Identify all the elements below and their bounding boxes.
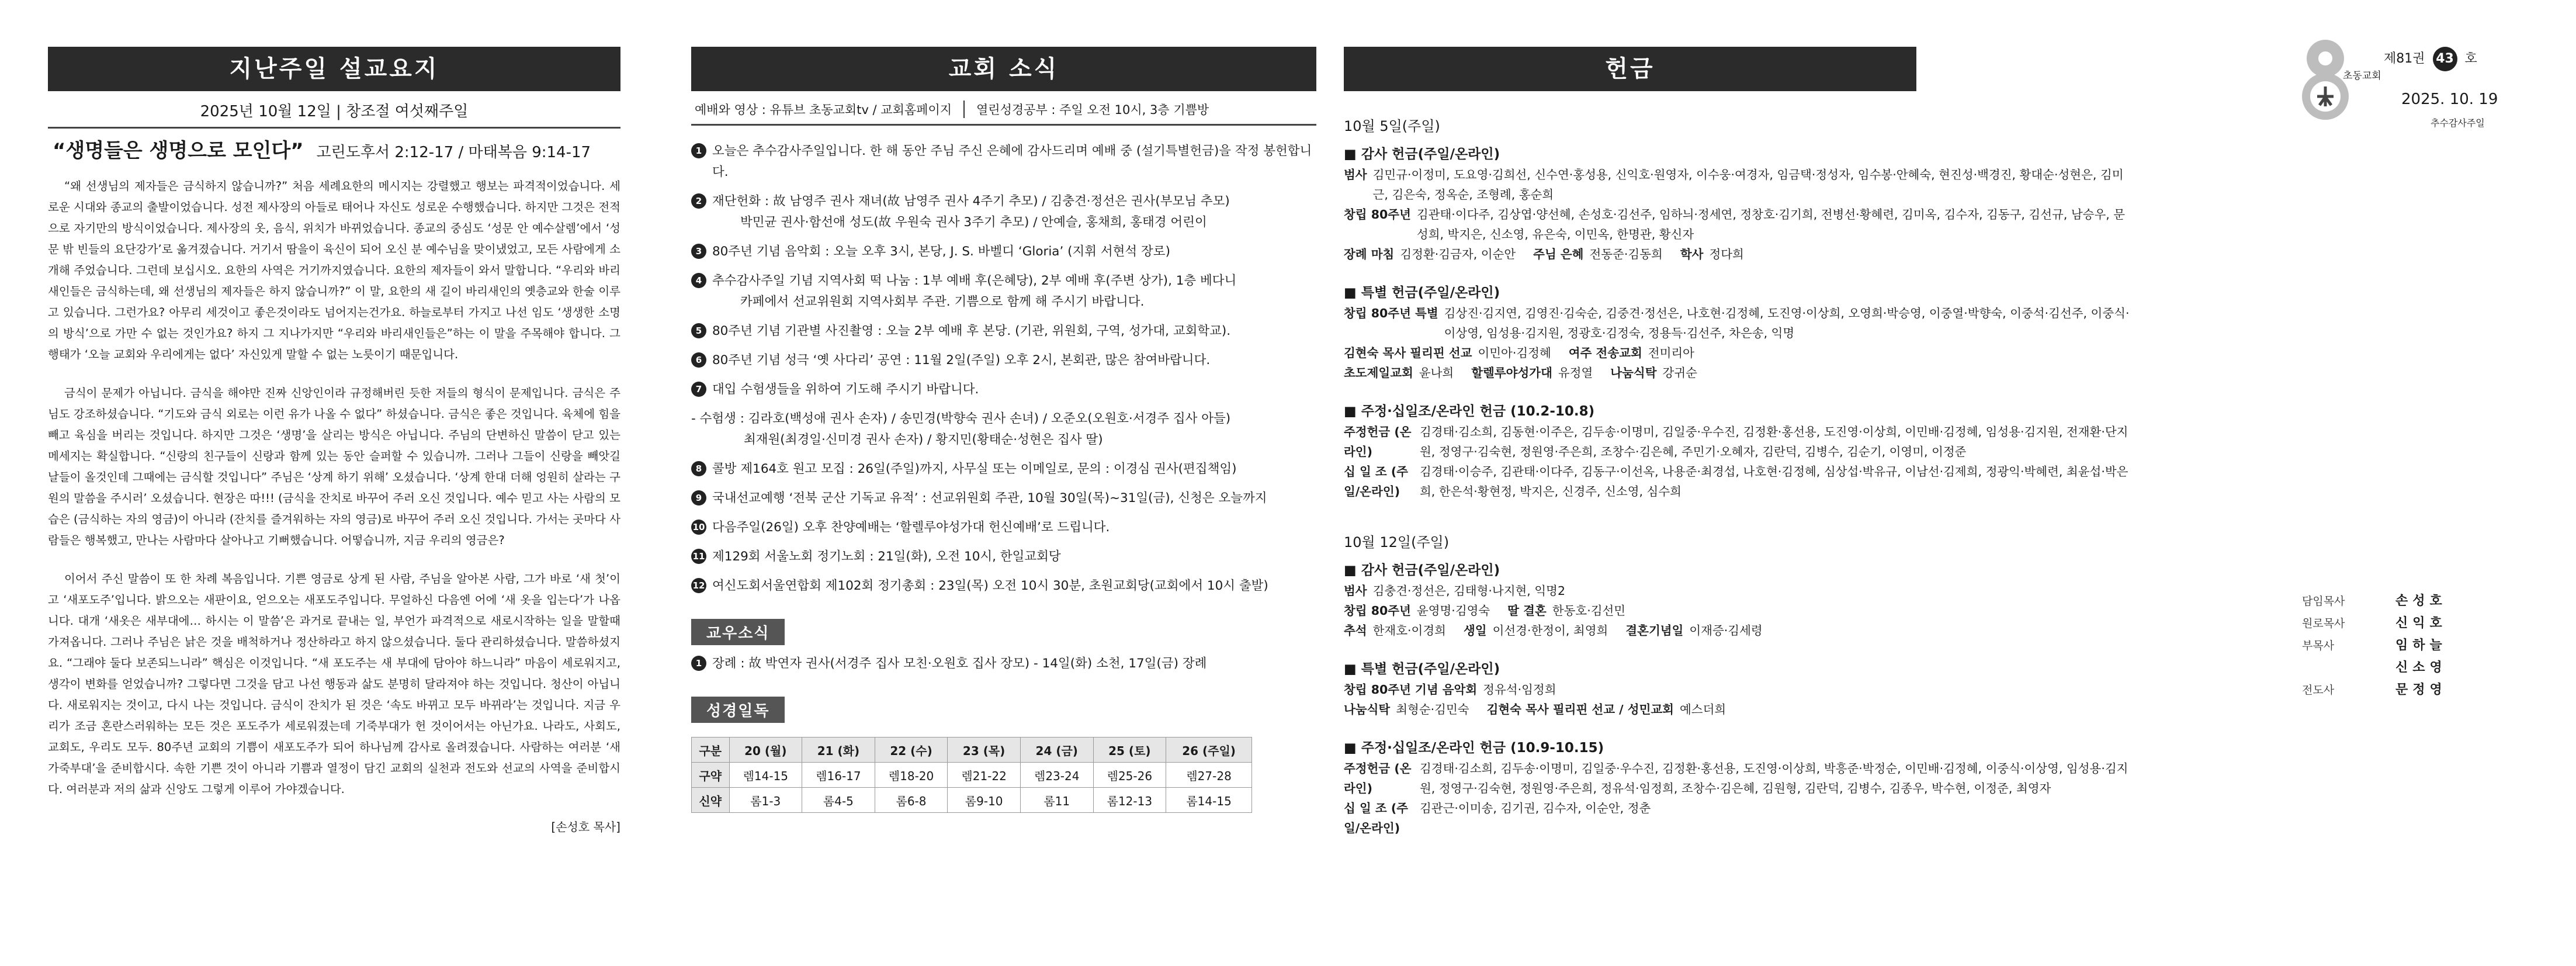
news-item <box>691 141 1316 183</box>
table-header-row <box>692 738 1252 763</box>
sermon-title-text: “생명들은 생명으로 모인다” <box>53 139 304 162</box>
news-number-badge: 8 <box>691 461 706 476</box>
staff-name: 문정영 <box>2395 683 2447 697</box>
news-number-badge: 2 <box>691 193 706 209</box>
offering-date-oct12: 10월 12일(주일) <box>1344 534 1450 550</box>
news-item <box>691 546 1316 567</box>
news-item <box>691 488 1316 509</box>
table-header-cell: 25 (토) <box>1093 738 1166 763</box>
sermon-paragraph-3: 이어서 주신 말씀이 또 한 차례 복음입니다. 기쁜 영금로 상게 된 사람, 주님을 알아본 사람, 그가 바로 ‘새 첫’이고 ‘새포도주’입니다. 밝으오는 새판이요, 얻으오는 새포도주입니다. 무얼하신 다음엔 어에 ‘새 옷을 입는다’가 나옵니다. 대개 ‘새옷은 새부대에… 하시는 이 말씀’은 과거로 끝내는 일, 부언가 파격적으로 새로시작하는 일을 말할때 가져옵니다. 그러나 주님은 낡은 것을 배척하거나 정산하라고 하지 않으셨습니다. 둘다 관리하셨습니다. 말씀하셨지요. “그래야 둘다 보존되느니라” 핵심은 이것입니다. “새 포도주는 새 부대에 담아야 하느니라” 마음이 세로워지고, 생각이 변화를 얻었습니까? 그렇다면 그것을 담고 나선 행동과 삶도 분명히 달라져야 하는 것입니다. 청산이 아닙니다. 새로워지는 것이고, 다시 나는 것입니다. 금식이 잔치가 된 것은 ‘속도 바뀌고 모두 바뀌라’는 것입니다. 지금 우리가 조금 혼란스러워하는 모든 것은 포도주가 세로워졌는데 기죽부대가 헌 것이어서는 아닌가요. 나라도, 사회도, 교회도, 우리도 모두. 80주년 교회의 기쁨이 새포도주가 되어 하나님께 감사로 올려졌습니다. 사람하는 여러분 ‘새 가죽부대’을 준비합시다. 속한 기쁜 것이 아니라 기쁨과 열정이 담긴 교회의 실천과 전도와 선교의 사역을 준비합시다. 여러분과 저의 삶과 신앙도 그렇게 이루어 가야겠습니다. <box>48 572 620 796</box>
offering-label: 창립 80주년 특별 <box>1344 306 1438 320</box>
offering-names: 정유석·임정희 <box>1483 683 1556 697</box>
bible-study-info: 열린성경공부 : 주일 오전 10시, 3층 기쁨방 <box>976 103 1209 117</box>
table-cell: 롬1-3 <box>729 788 802 813</box>
issue-date: 2025. 10. 19 <box>2401 91 2498 108</box>
table-header-cell: 20 (월) <box>729 738 802 763</box>
offering-row <box>1344 798 2133 838</box>
offering-row <box>1344 621 2133 640</box>
news-item <box>691 271 1316 313</box>
offering-names: 김관태·이다주, 김상엽·양선혜, 손성호·김선주, 임하늬·정세연, 정창호·김기희, 전병선·황혜련, 김미옥, 김수자, 김동구, 김선규, 남승우, 문성희, 박지은, 신소영, 유은숙, 이민옥, 한명관, 황신자 <box>1416 207 2126 241</box>
staff-name: 손성호 <box>2395 594 2447 608</box>
church-name: 초동교회 <box>2343 70 2381 82</box>
news-text: 80주년 기념 기관별 사진촬영 : 오늘 2부 예배 후 본당. (기관, 위원회, 구역, 성가대, 교회학교). <box>712 324 1231 338</box>
offering-heading: 헌금 <box>1344 47 1916 91</box>
offering-names: 한동호·김선민 <box>1552 604 1626 618</box>
news-heading: 교회 소식 <box>691 47 1316 91</box>
news-text: 콜방 제164호 원고 모집 : 26일(주일)까지, 사무실 또는 이메일로, 문의 : 이경심 권사(편집책임) <box>712 462 1237 476</box>
table-cell: 롬12-13 <box>1093 788 1166 813</box>
offering-names: 최형순·김민숙 <box>1396 702 1469 716</box>
offering-label: 할렐루야성가대 <box>1471 366 1552 380</box>
offering-names: 강귀순 <box>1662 366 1697 380</box>
offering-names: 김민규·이정미, 도요영·김희선, 신수연·홍성용, 신익호·원영자, 이수웅·여경자, 임금택·정성자, 임수봉·안혜숙, 현진성·백경진, 황대순·성현은, 김미근, 김은숙, 정옥순, 조형례, 홍순희 <box>1372 168 2124 202</box>
offering-row <box>1344 581 2133 601</box>
news-subtext: 최재원(최경일·신미경 권사 손자) / 황지민(황태순·성현은 집사 딸) <box>744 432 1103 447</box>
bible-reading-tag: 성경일독 <box>691 697 785 723</box>
news-item <box>691 321 1316 342</box>
staff-role: 부목사 <box>2302 639 2335 652</box>
table-cell: 렘25-26 <box>1093 763 1166 788</box>
news-number-badge: 4 <box>691 273 706 288</box>
offering-label: 십 일 조 (주일/온라인) <box>1344 465 1408 498</box>
bible-reading-table <box>691 737 1252 813</box>
offering-row <box>1344 700 2133 719</box>
news-number-badge: 1 <box>691 143 706 158</box>
table-header-cell: 26 (주일) <box>1166 738 1252 763</box>
section-thanks-offering: ■ 감사 헌금(주일/온라인) <box>1344 147 1500 162</box>
table-cell: 렘21-22 <box>948 763 1021 788</box>
offering-names: 윤나희 <box>1419 366 1454 380</box>
offering-names: 이재증·김세령 <box>1689 624 1763 638</box>
offering-label: 여주 전송교회 <box>1568 346 1642 360</box>
offering-row <box>1344 601 2133 621</box>
sermon-paragraph-2: 금식이 문제가 아닙니다. 금식을 해야만 진짜 신앙인이라 규정해버린 듯한 저들의 형식이 문제입니다. 금식은 주님도 강조하셨습니다. “기도와 금식 외로는 이런 유가 나올 수 없다” 하셨습니다. 금식은 좋은 것입니다. 육체에 힘을 빼고 육심을 버리는 것입니다. 하지만 그것은 ‘생명’을 살리는 방식은 아닙니다. 주님의 단변하신 말씀이 닫고 있는 메세지는 확실합니다. “신랑의 친구들이 신랑과 함께 있는 동안 슬퍼할 수 있습니까. 그러나 그들이 신랑을 빼앗길 날들이 올것인데 그때에는 금식할 것입니다” 주님은 ‘상계 하기 위해’ 오셨습니다. ‘상계 한대 더해 엉원히 살라는 구원의 말씀을 주시러’ 오셨습니다. 현장은 따!!! (금식을 잔치로 바꾸어 주러 오신 것입니다. 예수 믿고 사는 사람의 모습은 (금식하는 자의 영금)이 아니라 (잔치를 즐겨워하는 자의 영금)로 바꾸어 주러 오신 것입니다. 가서는 곳마다 사람들은 행복했고, 만나는 사람마다 살아나고 기뻐했습니다. 어떻습니까, 지금 우리의 영금은? <box>48 386 620 547</box>
offering-row <box>1344 244 2133 264</box>
table-cell: 렘14-15 <box>729 763 802 788</box>
table-row <box>692 763 1252 788</box>
staff-row <box>2302 590 2547 612</box>
table-row-header: 구약 <box>692 763 730 788</box>
offering-label: 결혼기념일 <box>1625 624 1684 638</box>
staff-role: 전도사 <box>2302 684 2335 697</box>
worship-video-info: 예배와 영상 : 유튜브 초동교회tv / 교회홈페이지 <box>695 103 952 117</box>
table-cell: 롬9-10 <box>948 788 1021 813</box>
news-item <box>691 241 1316 262</box>
divider <box>691 124 1316 126</box>
offering-names: 김경태·이승주, 김관태·이다주, 김동구·이선옥, 나용준·최경섭, 나호현·김정혜, 심상섭·박유규, 이남선·김제희, 정광익·박혜련, 최윤섭·박은희, 한은석·황현정, 박지은, 신경주, 신소영, 심수희 <box>1420 465 2128 498</box>
news-number-badge: 10 <box>691 520 706 535</box>
issue-occasion: 추수감사주일 <box>2431 117 2485 129</box>
offering-row <box>1344 363 2133 383</box>
news-item <box>691 517 1316 538</box>
offering-label: 장례 마침 <box>1344 247 1395 261</box>
news-text: 재단헌화 : 故 남영주 권사 재녀(故 남영주 권사 4주기 추모) / 김충견·정선은 권사(부모님 추모) <box>712 194 1230 209</box>
staff-list <box>2302 590 2547 701</box>
news-item <box>691 459 1316 480</box>
offering-names: 윤영명·김영숙 <box>1416 604 1490 618</box>
news-text: 추수감사주일 기념 지역사회 떡 나눔 : 1부 예배 후(은혜당), 2부 예배 후(주변 상가), 1층 베다니 <box>712 273 1237 288</box>
offering-label: 추석 <box>1344 624 1367 638</box>
staff-row <box>2302 657 2547 679</box>
news-text: 제129회 서울노회 정기노회 : 21일(화), 오전 10시, 한일교회당 <box>712 549 1061 564</box>
news-item <box>691 576 1316 597</box>
offering-label: 생일 <box>1463 624 1487 638</box>
offering-date-oct5: 10월 5일(주일) <box>1344 118 1440 134</box>
news-header-line <box>695 101 1316 118</box>
offering-row <box>1344 205 2133 244</box>
section-special-offering: ■ 특별 헌금(주일/온라인) <box>1344 285 1500 300</box>
table-cell: 렘16-17 <box>802 763 875 788</box>
staff-role: 담임목사 <box>2302 595 2345 608</box>
table-cell: 롬4-5 <box>802 788 875 813</box>
news-text: 대입 수험생들을 위하여 기도해 주시기 바랍니다. <box>712 382 979 397</box>
news-number-badge: 12 <box>691 578 706 593</box>
staff-name: 신익호 <box>2395 616 2447 631</box>
table-row <box>692 788 1252 813</box>
section-special-offering: ■ 특별 헌금(주일/온라인) <box>1344 662 1500 677</box>
offering-label: 김현숙 목사 필리핀 선교 / 성민교회 <box>1486 702 1674 716</box>
news-text: 오늘은 추수감사주일입니다. 한 해 동안 주님 주신 은혜에 감사드리며 예배 중 (설기특별헌금)을 작정 봉헌합니다. <box>712 144 1312 179</box>
offering-label: 초도제일교회 <box>1344 366 1413 380</box>
offering-row <box>1344 303 2133 343</box>
offering-names: 김경태·김소희, 김두송·이명미, 김일중·우수진, 김정환·홍선용, 도진영·이상희, 박흥준·박정순, 이민배·김정혜, 이중식·이상영, 임성용·김지원, 정영구·김숙현, 정원영·주은희, 정유석·임정희, 조창수·김은혜, 김원형, 김란덕, 김병수, 김종우, 박수현, 이정준, 최영자 <box>1420 761 2128 795</box>
offering-names: 이선경·한정이, 최영희 <box>1492 624 1608 638</box>
offering-names: 김충견·정선은, 김태형·나지현, 익명2 <box>1372 584 1565 598</box>
news-item <box>691 408 1316 451</box>
table-cell: 렘18-20 <box>875 763 948 788</box>
offering-label: 학사 <box>1680 247 1704 261</box>
offering-names: 정다희 <box>1709 247 1744 261</box>
offering-names: 김정환·김금자, 이순안 <box>1400 247 1516 261</box>
masthead-column <box>2296 35 2553 923</box>
offering-names: 전미리아 <box>1648 346 1694 360</box>
offering-row <box>1344 680 2133 700</box>
volume-label: 제81권 <box>2384 51 2425 66</box>
offering-row <box>1344 759 2133 798</box>
offering-names: 한재호·이경희 <box>1372 624 1446 638</box>
news-text: - 수험생 : 김라호(백성애 권사 손자) / 송민경(박향숙 권사 손녀) / 오준오(오원호·서경주 집사 아들) <box>691 411 1231 426</box>
staff-row <box>2302 679 2547 701</box>
news-text: 80주년 기념 음악회 : 오늘 오후 3시, 본당, J. S. 바벨디 ‘Gloria’ (지휘 서현석 장로) <box>712 244 1170 259</box>
news-item <box>691 350 1316 371</box>
offering-label: 범사 <box>1344 168 1367 182</box>
offering-names: 전동준·김동희 <box>1589 247 1663 261</box>
section-weekly-tithe: ■ 주정·십일조/온라인 헌금 (10.2-10.8) <box>1344 404 1595 419</box>
offering-row <box>1344 422 2133 462</box>
table-cell: 렘27-28 <box>1166 763 1252 788</box>
news-item <box>691 191 1316 233</box>
staff-name: 신소영 <box>2395 660 2447 675</box>
news-subtext: 카페에서 선교위원회 지역사회부 주관. 기쁨으로 함께 해 주시기 바랍니다. <box>740 295 1145 309</box>
news-number-badge: 9 <box>691 490 706 505</box>
sermon-paragraph-1: “왜 선생님의 제자들은 금식하지 않습니까?” 처음 세례요한의 메시지는 강렬했고 행보는 파격적이었습니다. 세로운 시대와 종교의 출발이었습니다. 성전 제사장의 아들로 태어나 자신도 성로운 수행했습니다. 하지만 그것은 전적으로 자기만의 방식이었습니다. 제사장의 옷, 음식, 위치가 바뀌었습니다. 종교의 중심도 ‘성문 안 예수살렘’에서 ‘성문 밖 빈들의 요단강가’로 옮겨졌습니다. 거기서 땀을이 육신이 되어 오신 분 예수님을 맞이냈었고, 모든 사람에게 소개해 주었습니다. 그런데 보십시오. 요한의 사역은 거기까지였습니다. 요한의 제자들이 와서 말합니다. “우리와 바리새인들은 금식하는데, 왜 선생님의 제자들은 하지 않습니까?” 이 말, 요한의 새 길이 바리새인의 옛층교와 한술 이루고 있습니다. 그런가요? 아무리 세것이고 좋은것이라도 넘어지는건가요. 하늘로부터 가지고 나선 임도 ‘생생한 소명의 방식’으로 가만 수 없는 것인가요? 하지 그 지나가지만 “우리와 바리새인들은”하는 이 말을 주목해야 합니다. 그 행태가 ‘오늘 교회와 우리에게는 없다’ 자신있게 말할 수 없는 노릇이기 때문입니다. <box>48 179 620 361</box>
offering-label: 주정헌금 (온라인) <box>1344 425 1412 459</box>
news-subtext: 박민균 권사·함선애 성도(故 우원숙 권사 3주기 추모) / 안예슬, 홍채희, 홍태경 어린이 <box>740 215 1207 230</box>
table-cell: 롬11 <box>1020 788 1093 813</box>
news-number-badge: 1 <box>691 656 706 671</box>
staff-role: 원로목사 <box>2302 617 2345 630</box>
issue-suffix: 호 <box>2464 51 2477 66</box>
table-cell: 롬14-15 <box>1166 788 1252 813</box>
offering-label: 범사 <box>1344 584 1367 598</box>
table-cell: 렘23-24 <box>1020 763 1093 788</box>
sermon-scripture: 고린도후서 2:12-17 / 마태복음 9:14-17 <box>316 144 591 161</box>
offering-label: 십 일 조 (주일/온라인) <box>1344 801 1408 835</box>
table-header-cell: 21 (화) <box>802 738 875 763</box>
news-list <box>691 141 1316 597</box>
table-header-cell: 구분 <box>692 738 730 763</box>
offering-label: 창립 80주년 <box>1344 207 1411 221</box>
sermon-date-line: 2025년 10월 12일 | 창조절 여섯째주일 <box>200 103 469 120</box>
issue-no-badge: 43 <box>2433 47 2457 71</box>
news-number-badge: 7 <box>691 382 706 397</box>
offering-names: 김관근·이미송, 김기권, 김수자, 이순안, 정춘 <box>1420 801 1651 815</box>
news-item <box>691 379 1316 400</box>
offering-row <box>1344 462 2133 501</box>
offering-row <box>1344 165 2133 205</box>
offering-label: 창립 80주년 <box>1344 604 1411 618</box>
section-thanks-offering: ■ 감사 헌금(주일/온라인) <box>1344 563 1500 578</box>
news-text: 다음주일(26일) 오후 찬양예배는 ‘할렐루야성가대 헌신예배’로 드립니다. <box>712 520 1110 535</box>
offering-label: 김현숙 목사 필리핀 선교 <box>1344 346 1472 360</box>
news-column <box>691 47 1316 813</box>
offering-label: 딸 결혼 <box>1507 604 1547 618</box>
news-number-badge: 5 <box>691 323 706 338</box>
offering-names: 김경태·김소희, 김동현·이주은, 김두송·이명미, 김일중·우수진, 김정환·홍선용, 도진영·이상희, 이민배·김정혜, 임성용·김지원, 전재환·단지원, 정영구·김숙현, 정원영·주은희, 조창수·김은혜, 주민기·오혜자, 김란덕, 김병수, 김순기, 이영미, 이정준 <box>1420 425 2128 459</box>
staff-row <box>2302 612 2547 635</box>
staff-name: 임하늘 <box>2395 638 2447 653</box>
news-number-badge: 3 <box>691 244 706 259</box>
news-text: 여신도회서울연합회 제102회 정기총회 : 23일(목) 오전 10시 30분, 초원교회당(교회에서 10시 출발) <box>712 579 1268 593</box>
staff-role <box>2302 657 2395 679</box>
issue-number <box>2384 47 2477 71</box>
offering-column <box>1344 47 2133 838</box>
news-number-badge: 11 <box>691 549 706 564</box>
staff-row <box>2302 635 2547 657</box>
offering-names: 예스더희 <box>1679 702 1726 716</box>
news-text: 국내선교예행 ‘전북 군산 기독교 유적’ : 선교위원회 주관, 10월 30일(목)~31일(금), 신청은 오늘까지 <box>712 491 1267 505</box>
table-cell: 롬6-8 <box>875 788 948 813</box>
divider <box>48 127 620 129</box>
table-header-cell: 22 (수) <box>875 738 948 763</box>
table-header-cell: 24 (금) <box>1020 738 1093 763</box>
sermon-column <box>48 47 620 835</box>
offering-names: 이민아·김정혜 <box>1478 346 1551 360</box>
members-news-list <box>691 653 1316 674</box>
offering-label: 주님 은혜 <box>1533 247 1584 261</box>
members-news-tag: 교우소식 <box>691 619 785 645</box>
table-header-cell: 23 (목) <box>948 738 1021 763</box>
offering-label: 나눔식탁 <box>1344 702 1391 716</box>
section-weekly-tithe: ■ 주정·십일조/온라인 헌금 (10.9-10.15) <box>1344 740 1604 756</box>
offering-label: 창립 80주년 기념 음악회 <box>1344 683 1478 697</box>
sermon-heading: 지난주일 설교요지 <box>48 47 620 91</box>
news-text: 장례 : 故 박연자 권사(서경주 집사 모친·오원호 집사 장모) - 14일(화) 소천, 17일(금) 장례 <box>712 656 1207 671</box>
news-text: 80주년 기념 성극 ‘옛 사다리’ 공연 : 11월 2일(주일) 오후 2시, 본회관, 많은 참여바랍니다. <box>712 353 1211 368</box>
divider <box>963 101 965 118</box>
news-number-badge: 6 <box>691 352 706 368</box>
offering-label: 주정헌금 (온라인) <box>1344 761 1412 795</box>
table-row-header: 신약 <box>692 788 730 813</box>
sermon-title <box>53 134 620 163</box>
offering-names: 유정열 <box>1558 366 1593 380</box>
offering-row <box>1344 343 2133 363</box>
offering-label: 나눔식탁 <box>1610 366 1657 380</box>
offering-names: 김상진·김지연, 김영진·김숙순, 김중견·정선은, 나호현·김정혜, 도진영·이상희, 오영희·박승영, 이중열·박향숙, 이중석·김선주, 이중식·이상영, 임성용·김지원, 정광호·김정숙, 정용득·김선주, 차은송, 익명 <box>1444 306 2130 340</box>
sermon-signoff: [손성호 목사] <box>551 820 620 834</box>
news-item <box>691 653 1316 674</box>
